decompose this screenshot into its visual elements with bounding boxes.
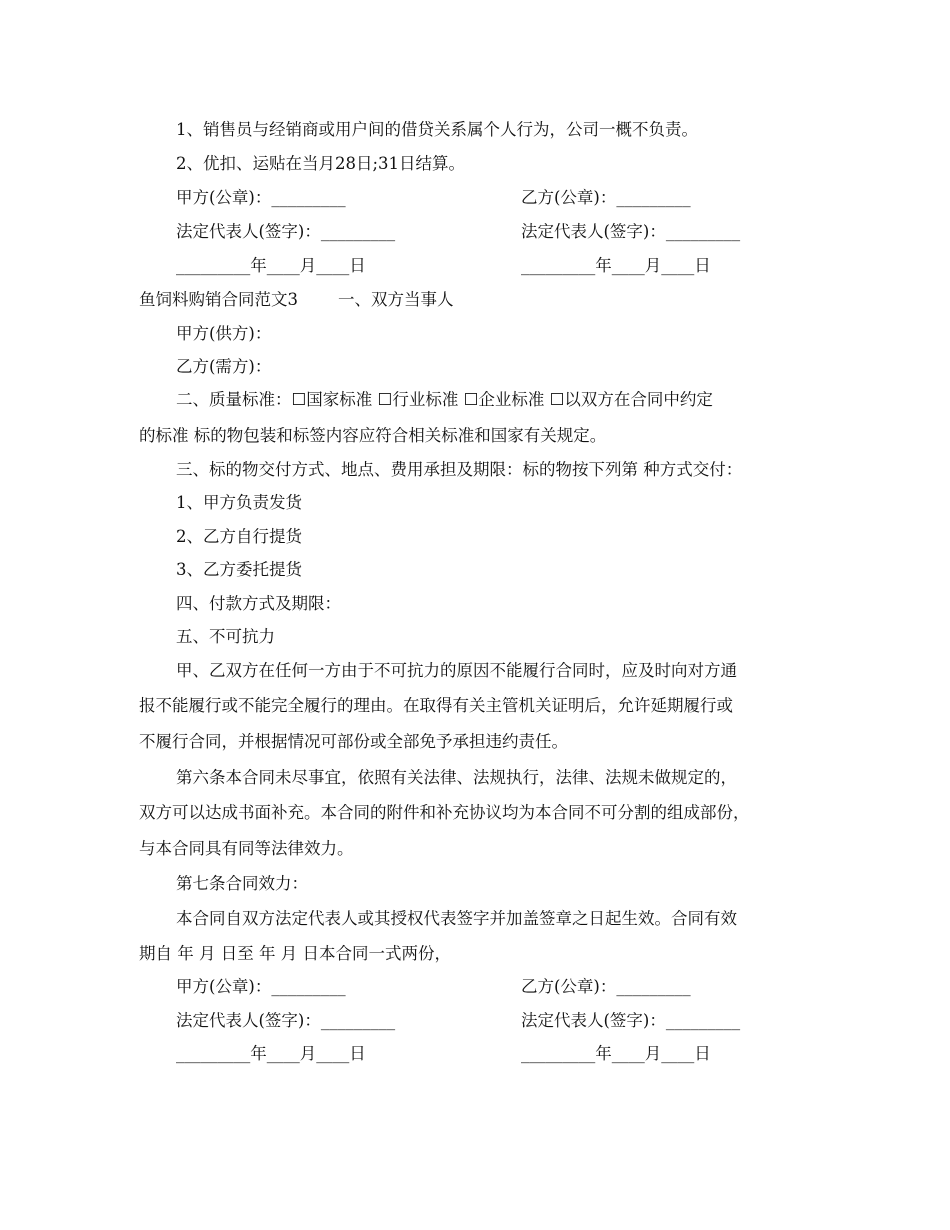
force-majeure-text-1: 甲、乙双方在任何一方由于不可抗力的原因不能履行合同时，应及时向对方通	[176, 661, 737, 680]
article-6-text-3: 与本合同具有同等法律效力。	[139, 839, 354, 858]
contract-title-line	[139, 289, 454, 311]
party-a-date: _________年____月____日	[176, 256, 366, 275]
party-b-seal-final: 乙方(公章)：_________	[521, 977, 691, 996]
article-6-text-2: 双方可以达成书面补充。本合同的附件和补充协议均为本合同不可分割的组成部份，	[139, 803, 750, 822]
force-majeure-heading: 五、不可抗力	[176, 627, 275, 646]
party-a-date-final: _________年____月____日	[176, 1044, 366, 1063]
party-a-seal: 甲方(公章)：_________	[176, 188, 346, 207]
section-1-heading: 一、双方当事人	[338, 290, 454, 309]
article-7-text-1: 本合同自双方法定代表人或其授权代表签字并加盖签章之日起生效。合同有效	[176, 909, 737, 928]
party-b-representative: 法定代表人(签字)：_________	[521, 222, 741, 241]
payment-terms: 四、付款方式及期限：	[176, 594, 341, 613]
party-b-seal: 乙方(公章)：_________	[521, 188, 691, 207]
article-6-text-1: 第六条本合同未尽事宜，依照有关法律、法规执行，法律、法规未做规定的，	[176, 768, 737, 787]
clause-2: 2、优扣、运贴在当月28日;31日结算。	[176, 154, 466, 173]
clause-1: 1、销售员与经销商或用户间的借贷关系属个人行为，公司一概不负责。	[176, 120, 698, 139]
delivery-option-3: 3、乙方委托提货	[176, 560, 302, 579]
party-a-supplier: 甲方(供方)：	[176, 324, 272, 343]
quality-standard-line-1: 二、质量标准：☐国家标准 ☐行业标准 ☐企业标准 ☐以双方在合同中约定	[176, 390, 713, 409]
article-7-heading: 第七条合同效力：	[176, 874, 308, 893]
party-a-representative-final: 法定代表人(签字)：_________	[176, 1011, 396, 1030]
force-majeure-text-3: 不履行合同，并根据情况可部份或全部免予承担违约责任。	[139, 732, 568, 751]
party-a-representative: 法定代表人(签字)：_________	[176, 222, 396, 241]
delivery-option-2: 2、乙方自行提货	[176, 527, 302, 546]
article-7-text-2: 期自 年 月 日至 年 月 日本合同一式两份，	[139, 944, 451, 963]
party-b-date: _________年____月____日	[521, 256, 711, 275]
quality-standard-line-2: 的标准 标的物包装和标签内容应符合相关标准和国家有关规定。	[139, 426, 607, 445]
contract-title: 鱼饲料购销合同范文3	[139, 290, 298, 309]
party-b-representative-final: 法定代表人(签字)：_________	[521, 1011, 741, 1030]
party-b-date-final: _________年____月____日	[521, 1044, 711, 1063]
delivery-option-1: 1、甲方负责发货	[176, 493, 302, 512]
party-a-seal-final: 甲方(公章)：_________	[176, 977, 346, 996]
force-majeure-text-2: 报不能履行或不能完全履行的理由。在取得有关主管机关证明后，允许延期履行或	[139, 696, 733, 715]
party-b-buyer: 乙方(需方)：	[176, 357, 272, 376]
delivery-terms: 三、标的物交付方式、地点、费用承担及期限：标的物按下列第 种方式交付：	[176, 460, 743, 479]
